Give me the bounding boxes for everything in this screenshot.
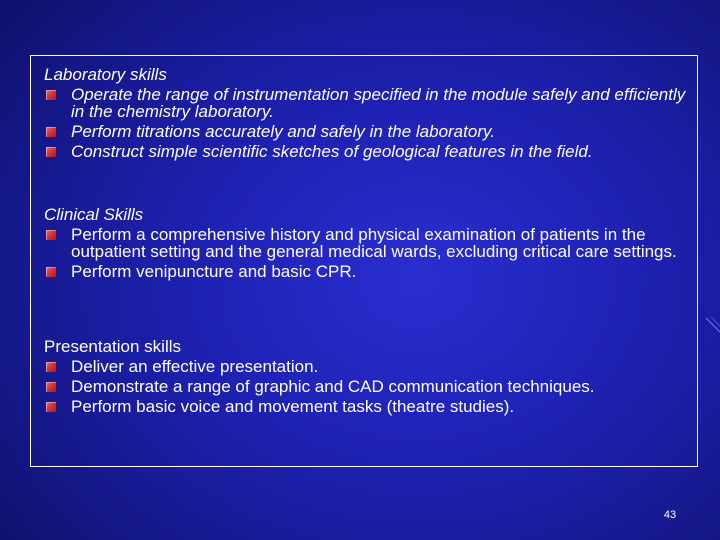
list-item-text: Perform titrations accurately and safely in the laboratory. [71, 122, 495, 141]
list-item-text: Perform a comprehensive history and physical examination of patients in the outpatient setting and the general medical wards, excluding critical care settings. [71, 225, 677, 261]
list-item [44, 358, 694, 375]
decorative-line [711, 317, 720, 326]
list-item-text: Demonstrate a range of graphic and CAD communication techniques. [71, 377, 595, 396]
list-item [44, 143, 694, 160]
list-item-text: Construct simple scientific sketches of geological features in the field. [71, 142, 593, 161]
section-clinical-skills [44, 205, 694, 283]
list-item [44, 86, 694, 120]
section-presentation-skills [44, 337, 694, 418]
section-laboratory-skills [44, 65, 694, 163]
list-item [44, 263, 694, 280]
list-item-text: Operate the range of instrumentation specified in the module safely and efficiently in the chemistry laboratory. [71, 85, 686, 121]
section-heading: Laboratory skills [44, 65, 167, 84]
list-item [44, 123, 694, 140]
page-number: 43 [663, 509, 677, 521]
list-item-text: Deliver an effective presentation. [71, 357, 319, 376]
list-item [44, 378, 694, 395]
list-item-text: Perform venipuncture and basic CPR. [71, 262, 357, 281]
red-square-bullet-icon [46, 230, 56, 240]
red-square-bullet-icon [46, 362, 56, 372]
red-square-bullet-icon [46, 127, 56, 137]
section-heading: Presentation skills [44, 337, 182, 356]
content-box [30, 55, 698, 467]
list-item [44, 226, 694, 260]
red-square-bullet-icon [46, 90, 56, 100]
list-item-text: Perform basic voice and movement tasks (theatre studies). [71, 397, 515, 416]
list-item [44, 398, 694, 415]
red-square-bullet-icon [46, 147, 56, 157]
red-square-bullet-icon [46, 382, 56, 392]
decorative-line [706, 318, 720, 332]
red-square-bullet-icon [46, 267, 56, 277]
section-heading: Clinical Skills [44, 205, 144, 224]
red-square-bullet-icon [46, 402, 56, 412]
